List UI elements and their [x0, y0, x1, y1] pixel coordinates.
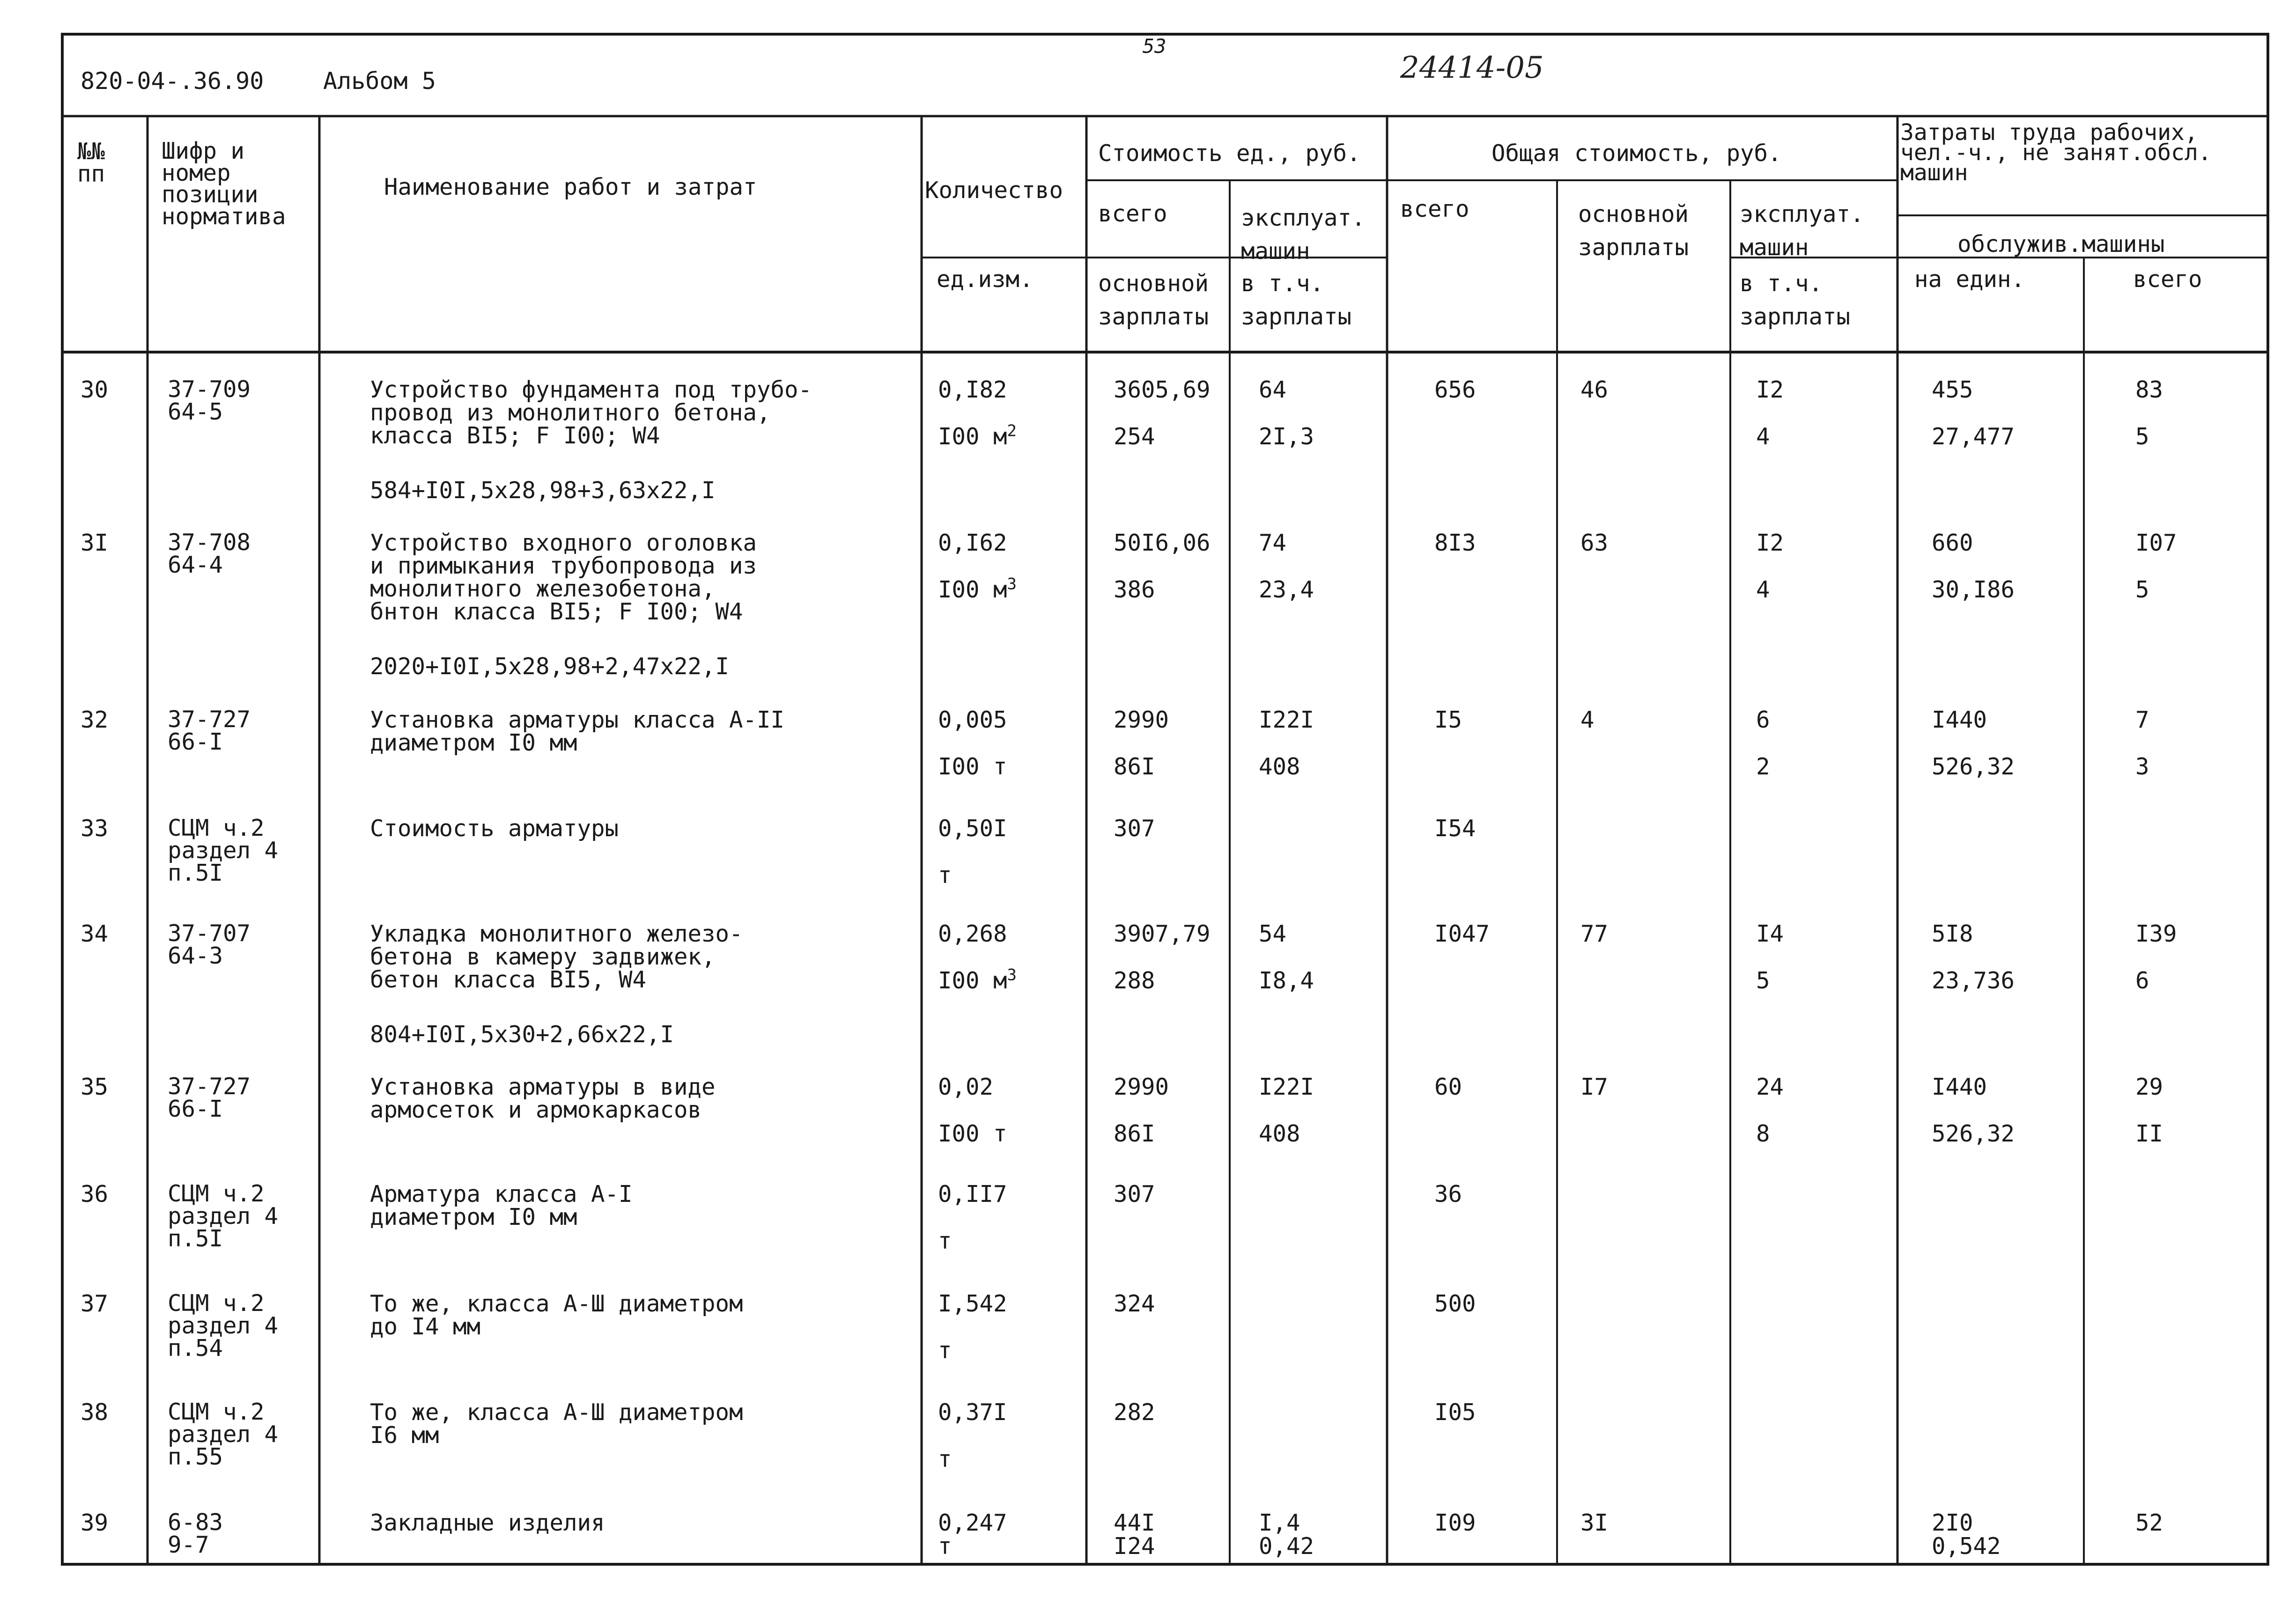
- row-qty: 0,005: [938, 707, 1007, 733]
- row-code: 37-709 64-5: [168, 376, 251, 426]
- row-cost-total: 3605,69: [1114, 376, 1211, 403]
- row-sum-total: 8I3: [1434, 530, 1476, 556]
- row-qty: 0,II7: [938, 1181, 1007, 1207]
- row-cost-machines: I,4: [1259, 1509, 1300, 1536]
- row-cost-machine-wages: 2I,3: [1259, 423, 1314, 450]
- row-cost-machines: I22I: [1259, 707, 1314, 733]
- row-qty: 0,50I: [938, 815, 1007, 842]
- row-sum-total: 36: [1434, 1181, 1462, 1207]
- row-name: То же, класса А-Ш диаметром I6 мм: [370, 1399, 743, 1449]
- row-unit: I00 $м^2$: [938, 421, 1017, 450]
- col-header-name: Наименование работ и затрат: [384, 174, 757, 200]
- row-cost-wages: 386: [1114, 576, 1155, 603]
- row-code: СЦМ ч.2 раздел 4 п.5I: [168, 815, 279, 887]
- row-cost-machines: 64: [1259, 376, 1287, 403]
- row-qty: 0,I82: [938, 376, 1007, 403]
- row-sum-wages: 46: [1580, 376, 1609, 403]
- row-unit: I00 $м^3$: [938, 574, 1017, 603]
- col-header-unit-cost-machine-wages: в т.ч. зарплаты: [1241, 270, 1352, 331]
- col-header-qty: Количество: [925, 177, 1063, 204]
- row-sum-total: I54: [1434, 815, 1476, 842]
- col-header-labor: Затраты труда рабочих, чел.-ч., не занят.обсл. машин: [1900, 119, 2212, 186]
- row-code: 6-83 9-7: [168, 1509, 223, 1559]
- row-name: Установка арматуры в виде армосеток и армокаркасов: [370, 1074, 716, 1123]
- row-name: Укладка монолитного железо- бетона в камеру задвижек, бетон класса ВI5, W4: [370, 920, 743, 993]
- row-cost-total: 324: [1114, 1290, 1155, 1317]
- row-labor-per-unit: I440: [1932, 707, 1987, 733]
- row-num: 34: [81, 920, 109, 947]
- row-cost-machine-wages: I8,4: [1259, 967, 1314, 994]
- row-num: 35: [81, 1074, 109, 1100]
- row-sum-wages: I7: [1580, 1074, 1609, 1100]
- col-header-code: Шифр и номер позиции норматива: [162, 138, 286, 230]
- row-code: СЦМ ч.2 раздел 4 п.55: [168, 1399, 279, 1471]
- col-header-labor-per-unit: на един.: [1914, 266, 2025, 293]
- row-qty: I,542: [938, 1290, 1007, 1317]
- row-sum-machine-wages: 2: [1756, 753, 1770, 780]
- row-qty: 0,37I: [938, 1399, 1007, 1426]
- row-cost-machines: 74: [1259, 530, 1287, 556]
- row-sum-machine-wages: 8: [1756, 1120, 1770, 1147]
- row-labor-total: I07: [2135, 530, 2177, 556]
- row-cost-total: 307: [1114, 815, 1155, 842]
- row-sum-total: I09: [1434, 1509, 1476, 1536]
- row-sum-total: 656: [1434, 376, 1476, 403]
- row-sum-wages: 4: [1580, 707, 1595, 733]
- row-sum-machine-wages: 4: [1756, 423, 1770, 450]
- row-unit: I00 т: [938, 1120, 1007, 1147]
- row-cost-wages: I24: [1114, 1533, 1155, 1560]
- row-cost-wages: 288: [1114, 967, 1155, 994]
- col-header-num: №№ пп: [77, 138, 105, 188]
- row-cost-total: 2990: [1114, 707, 1169, 733]
- row-formula: 2020+I0I,5х28,98+2,47х22,I: [370, 653, 730, 680]
- row-qty: 0,I62: [938, 530, 1007, 556]
- row-name: Арматура класса А-I диаметром I0 мм: [370, 1181, 633, 1230]
- row-labor-total-service: 6: [2135, 967, 2149, 994]
- row-labor-per-unit: I440: [1932, 1074, 1987, 1100]
- row-num: 37: [81, 1290, 109, 1317]
- row-labor-total: I39: [2135, 920, 2177, 947]
- col-header-labor-total: всего: [2133, 266, 2202, 293]
- row-sum-wages: 3I: [1580, 1509, 1609, 1536]
- row-labor-per-unit: 5I8: [1932, 920, 1973, 947]
- row-unit: I00 т: [938, 753, 1007, 780]
- row-cost-machines: I22I: [1259, 1074, 1314, 1100]
- row-code: 37-708 64-4: [168, 529, 251, 579]
- row-labor-total-service: 5: [2135, 423, 2149, 450]
- row-labor-per-unit-service: 526,32: [1932, 753, 2015, 780]
- row-labor-per-unit: 660: [1932, 530, 1973, 556]
- row-name: Установка арматуры класса А-II диаметром I0 мм: [370, 707, 785, 756]
- row-sum-machines: I2: [1756, 376, 1784, 403]
- row-sum-wages: 77: [1580, 920, 1609, 947]
- row-num: 3I: [81, 530, 109, 556]
- row-labor-total: 29: [2135, 1074, 2163, 1100]
- row-labor-per-unit: 2I0: [1932, 1509, 1973, 1536]
- row-cost-total: 2990: [1114, 1074, 1169, 1100]
- row-formula: 804+I0I,5х30+2,66х22,I: [370, 1021, 674, 1048]
- row-unit: I00 $м^3$: [938, 965, 1017, 994]
- row-sum-total: 500: [1434, 1290, 1476, 1317]
- row-labor-per-unit-service: 27,477: [1932, 423, 2015, 450]
- row-formula: 584+I0I,5х28,98+3,63х22,I: [370, 477, 716, 504]
- row-num: 33: [81, 815, 109, 842]
- row-labor-per-unit-service: 23,736: [1932, 967, 2015, 994]
- row-sum-machine-wages: 5: [1756, 967, 1770, 994]
- album-label: Альбом 5: [323, 67, 436, 95]
- row-unit: т: [938, 1228, 952, 1254]
- unit-superscript: 3: [1007, 965, 1017, 985]
- row-cost-total: 50I6,06: [1114, 530, 1211, 556]
- unit-superscript: 3: [1007, 574, 1017, 594]
- row-code: 37-727 66-I: [168, 706, 251, 756]
- row-labor-per-unit-service: 526,32: [1932, 1120, 2015, 1147]
- row-name: То же, класса А-Ш диаметром до I4 мм: [370, 1290, 743, 1340]
- row-sum-machines: 6: [1756, 707, 1770, 733]
- row-cost-wages: 86I: [1114, 753, 1155, 780]
- row-unit: т: [938, 1533, 952, 1560]
- row-name: Стоимость арматуры: [370, 815, 619, 842]
- row-cost-total: 282: [1114, 1399, 1155, 1426]
- row-unit: т: [938, 1446, 952, 1472]
- row-sum-machines: 24: [1756, 1074, 1784, 1100]
- handwritten-number: 24414-05: [1400, 51, 1544, 85]
- col-header-unit: ед.изм.: [937, 266, 1034, 293]
- col-header-total-cost-machine-wages: в т.ч. зарплаты: [1740, 270, 1851, 331]
- row-cost-total: 3907,79: [1114, 920, 1211, 947]
- col-header-total-cost-wages: основной зарплаты: [1578, 201, 1689, 261]
- row-labor-per-unit-service: 0,542: [1932, 1533, 2001, 1560]
- row-cost-wages: 254: [1114, 423, 1155, 450]
- row-labor-total-service: 5: [2135, 576, 2149, 603]
- row-code: 37-727 66-I: [168, 1073, 251, 1123]
- row-cost-machine-wages: 408: [1259, 753, 1300, 780]
- row-labor-per-unit-service: 30,I86: [1932, 576, 2015, 603]
- col-header-unit-cost-total: всего: [1098, 200, 1167, 227]
- col-header-unit-cost-machines: эксплуат. машин: [1241, 205, 1366, 265]
- row-labor-total-service: II: [2135, 1120, 2163, 1147]
- row-unit: т: [938, 1337, 952, 1364]
- row-sum-total: I047: [1434, 920, 1490, 947]
- row-qty: 0,268: [938, 920, 1007, 947]
- row-num: 36: [81, 1181, 109, 1207]
- col-header-labor-service: обслужив.машины: [1957, 231, 2165, 258]
- unit-superscript: 2: [1007, 421, 1017, 441]
- row-cost-machines: 54: [1259, 920, 1287, 947]
- col-header-total-cost-machines: эксплуат. машин: [1740, 201, 1864, 261]
- row-sum-total: I05: [1434, 1399, 1476, 1426]
- row-labor-per-unit: 455: [1932, 376, 1973, 403]
- row-code: СЦМ ч.2 раздел 4 п.54: [168, 1290, 279, 1362]
- row-name: Устройство входного оголовка и примыкания трубопровода из монолитного железобетона, бнтон класса ВI5; F I00; W4: [370, 530, 757, 625]
- row-num: 39: [81, 1509, 109, 1536]
- row-name: Закладные изделия: [370, 1509, 605, 1536]
- col-header-unit-cost: Стоимость ед., руб.: [1098, 140, 1361, 167]
- row-cost-total: 44I: [1114, 1509, 1155, 1536]
- row-labor-total-service: 3: [2135, 753, 2149, 780]
- row-unit: т: [938, 862, 952, 889]
- row-qty: 0,247: [938, 1509, 1007, 1536]
- row-sum-machine-wages: 4: [1756, 576, 1770, 603]
- row-sum-machines: I4: [1756, 920, 1784, 947]
- row-labor-total: 52: [2135, 1509, 2163, 1536]
- row-cost-machine-wages: 0,42: [1259, 1533, 1314, 1560]
- row-code: СЦМ ч.2 раздел 4 п.5I: [168, 1180, 279, 1252]
- row-cost-machine-wages: 23,4: [1259, 576, 1314, 603]
- col-header-total-cost-total: всего: [1400, 196, 1469, 222]
- document-code: 820-04-.36.90: [81, 67, 264, 95]
- row-sum-wages: 63: [1580, 530, 1609, 556]
- row-code: 37-707 64-3: [168, 920, 251, 970]
- row-qty: 0,02: [938, 1074, 994, 1100]
- page-number: 53: [1143, 35, 1166, 58]
- row-sum-total: 60: [1434, 1074, 1462, 1100]
- row-num: 38: [81, 1399, 109, 1426]
- row-cost-machine-wages: 408: [1259, 1120, 1300, 1147]
- row-labor-total: 83: [2135, 376, 2163, 403]
- row-sum-total: I5: [1434, 707, 1462, 733]
- row-sum-machines: I2: [1756, 530, 1784, 556]
- row-cost-wages: 86I: [1114, 1120, 1155, 1147]
- row-num: 32: [81, 707, 109, 733]
- col-header-total-cost: Общая стоимость, руб.: [1491, 140, 1782, 167]
- row-labor-total: 7: [2135, 707, 2149, 733]
- row-name: Устройство фундамента под трубо- провод из монолитного бетона, класса ВI5; F I00; W4: [370, 376, 812, 449]
- col-header-unit-cost-wages: основной зарплаты: [1098, 270, 1209, 331]
- row-cost-total: 307: [1114, 1181, 1155, 1207]
- row-num: 30: [81, 376, 109, 403]
